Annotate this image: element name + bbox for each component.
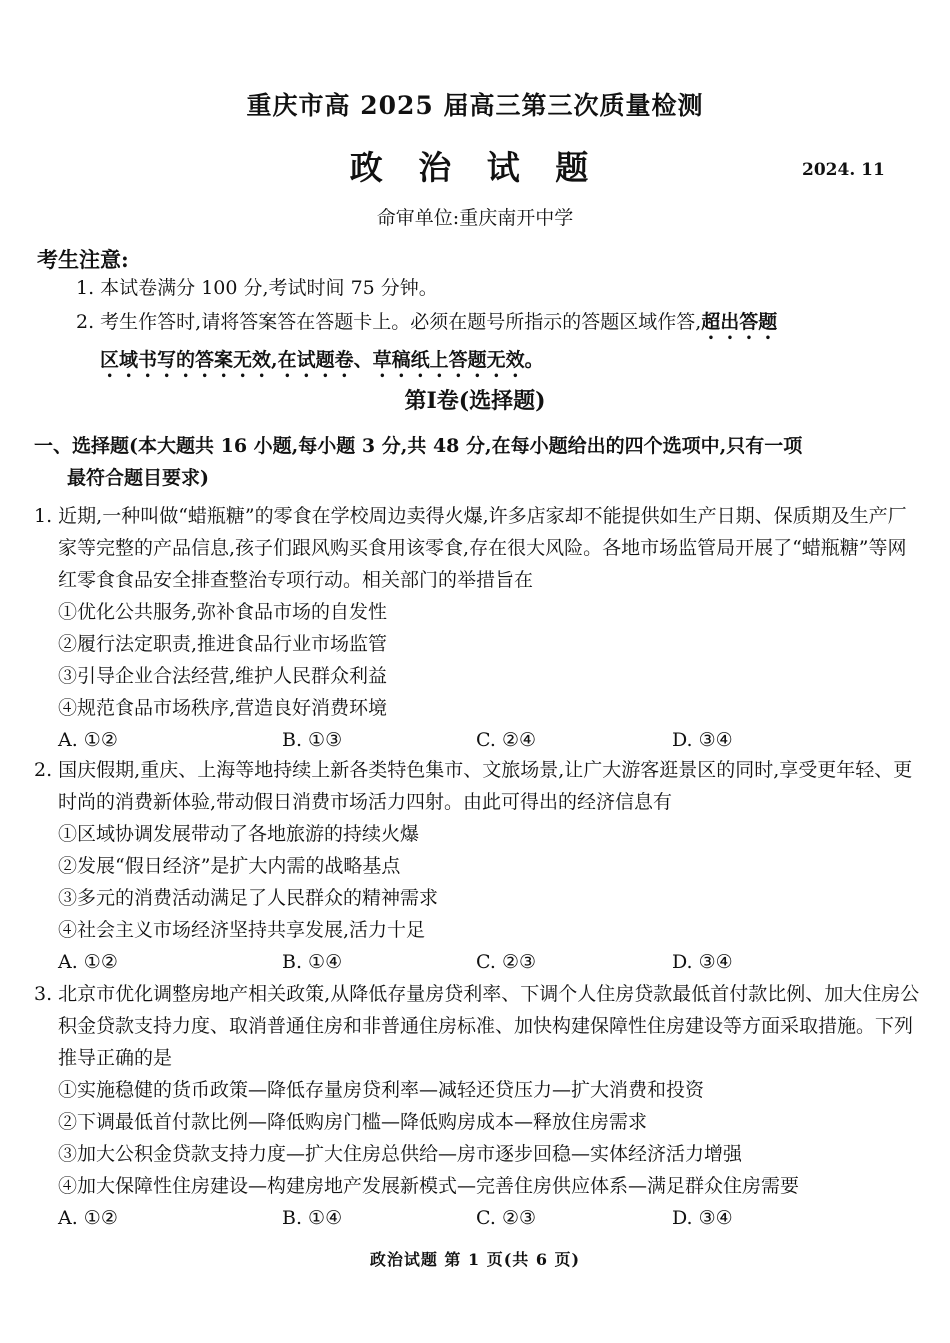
choice-c: C. ②④ bbox=[476, 729, 537, 751]
question-2 bbox=[34, 754, 920, 978]
question-option: ④规范食品市场秩序,营造良好消费环境 bbox=[58, 697, 388, 719]
notice-comma: , bbox=[271, 349, 278, 371]
notice-title: 考生注意: bbox=[37, 247, 129, 272]
question-1 bbox=[34, 500, 920, 756]
exam-name: 重庆市高 2025 届高三第三次质量检测 bbox=[246, 91, 704, 120]
notice-emphasis-a: 超出答题 bbox=[701, 311, 778, 333]
answer-choices bbox=[34, 946, 920, 978]
notice-end: 。 bbox=[524, 349, 544, 371]
choice-b: B. ①④ bbox=[282, 1207, 343, 1229]
question-option: ④加大保障性住房建设—构建房地产发展新模式—完善住房供应体系—满足群众住房需要 bbox=[58, 1175, 800, 1197]
choice-b: B. ①④ bbox=[282, 951, 343, 973]
question-option: ①区域协调发展带动了各地旅游的持续火爆 bbox=[58, 823, 420, 845]
section-heading-line1: 一、选择题(本大题共 16 小题,每小题 3 分,共 48 分,在每小题给出的四个选项中,只有一项 bbox=[34, 435, 803, 457]
question-option: ①优化公共服务,弥补食品市场的自发性 bbox=[58, 601, 388, 623]
choice-a: A. ①② bbox=[58, 1207, 118, 1229]
question-option: ①实施稳健的货币政策—降低存量房贷利率—减轻还贷压力—扩大消费和投资 bbox=[58, 1079, 705, 1101]
question-3 bbox=[34, 978, 920, 1234]
question-stem: 1. 近期,一种叫做“蜡瓶糖”的零食在学校周边卖得火爆,许多店家却不能提供如生产日期、保质期及生产厂家等完整的产品信息,孩子们跟风购买食用该零食,存在很大风险。各地市场监管局开展了“蜡瓶糖”等网红零食食品安全排查整治专项行动。相关部门的举措旨在 bbox=[34, 505, 907, 591]
page-title: 政 治 试 题 bbox=[349, 148, 601, 187]
question-option: ②履行法定职责,推进食品行业市场监管 bbox=[58, 633, 388, 655]
volume-heading: 第Ⅰ卷(选择题) bbox=[404, 388, 546, 414]
choice-d: D. ③④ bbox=[672, 1207, 733, 1229]
answer-choices bbox=[34, 724, 920, 756]
section-heading bbox=[34, 430, 922, 494]
question-option: ③多元的消费活动满足了人民群众的精神需求 bbox=[58, 887, 439, 909]
choice-b: B. ①③ bbox=[282, 729, 343, 751]
question-option: ③引导企业合法经营,维护人民群众利益 bbox=[58, 665, 388, 687]
choice-c: C. ②③ bbox=[476, 951, 537, 973]
choice-a: A. ①② bbox=[58, 951, 118, 973]
notice-emphasis-c: 在试题卷、草稿纸上答题无效 bbox=[277, 349, 525, 371]
exam-date: 2024. 11 bbox=[802, 160, 885, 180]
choice-d: D. ③④ bbox=[672, 951, 733, 973]
question-option: ④社会主义市场经济坚持共享发展,活力十足 bbox=[58, 919, 426, 941]
question-stem: 2. 国庆假期,重庆、上海等地持续上新各类特色集市、文旅场景,让广大游客逛景区的同时,享受更年轻、更时尚的消费新体验,带动假日消费市场活力四射。由此可得出的经济信息有 bbox=[34, 759, 913, 813]
choice-a: A. ①② bbox=[58, 729, 118, 751]
notice-item-2 bbox=[76, 306, 916, 382]
question-option: ②下调最低首付款比例—降低购房门槛—降低购房成本—释放住房需求 bbox=[58, 1111, 648, 1133]
section-heading-line2: 最符合题目要求) bbox=[67, 467, 209, 489]
notice-item-2-text: 2. 考生作答时,请将答案答在答题卡上。必须在题号所指示的答题区域作答, bbox=[76, 311, 702, 333]
notice-item-1: 1. 本试卷满分 100 分,考试时间 75 分钟。 bbox=[76, 277, 438, 299]
notice-emphasis-b: 区域书写的答案无效 bbox=[100, 349, 272, 371]
choice-c: C. ②③ bbox=[476, 1207, 537, 1229]
question-option: ②发展“假日经济”是扩大内需的战略基点 bbox=[58, 855, 401, 877]
page-footer: 政治试题 第 1 页(共 6 页) bbox=[369, 1250, 581, 1269]
setting-unit: 命审单位:重庆南开中学 bbox=[376, 207, 574, 229]
choice-d: D. ③④ bbox=[672, 729, 733, 751]
question-stem: 3. 北京市优化调整房地产相关政策,从降低存量房贷利率、下调个人住房贷款最低首付款比例、加大住房公积金贷款支持力度、取消普通住房和非普通住房标准、加快构建保障性住房建设等方面采取措施。下列推导正确的是 bbox=[34, 983, 920, 1069]
answer-choices bbox=[34, 1202, 920, 1234]
question-option: ③加大公积金贷款支持力度—扩大住房总供给—房市逐步回稳—实体经济活力增强 bbox=[58, 1143, 743, 1165]
